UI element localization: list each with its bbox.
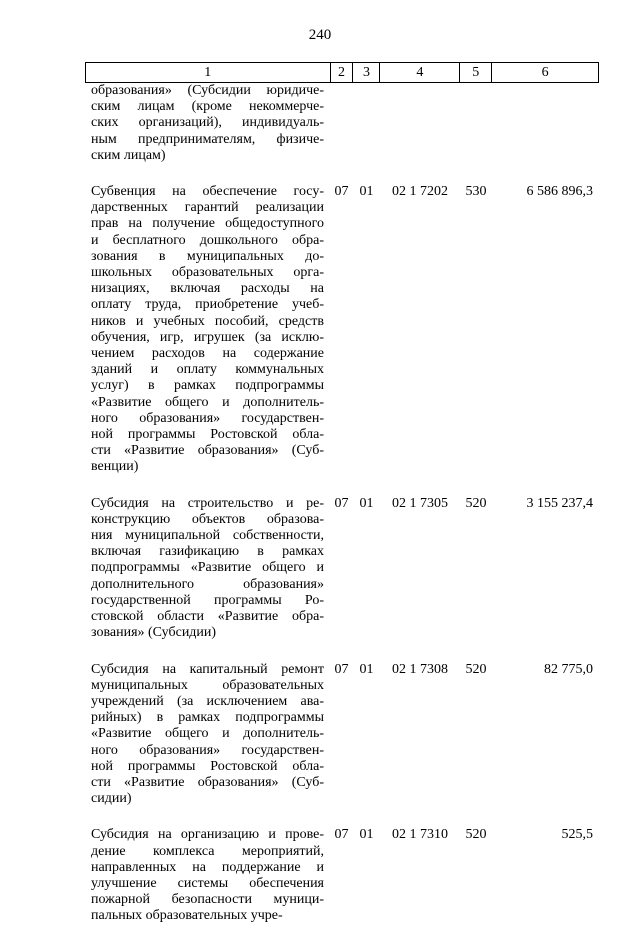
row-amount: 3 155 237,4 — [526, 495, 593, 511]
description-line: ного образования» государствен- — [91, 410, 324, 426]
description-line: ной программы Ростовской обла- — [91, 758, 324, 774]
row-subsection-code — [353, 83, 380, 164]
row-section-code: 07 — [334, 661, 349, 677]
description-line: рийных) в рамках подпрограммы — [91, 710, 324, 726]
header-cell-amount: 6 — [492, 63, 599, 82]
table-row — [85, 184, 599, 476]
description-line: зования» (Субсидии) — [91, 625, 217, 641]
page-number: 240 — [308, 27, 332, 43]
row-target-article: 02 1 7202 — [392, 184, 448, 200]
row-subsection-code: 01 — [359, 827, 374, 843]
description-line: дение комплекса мероприятий, — [91, 843, 324, 859]
row-target-article: 02 1 7308 — [392, 661, 448, 677]
row-subsection-code: 01 — [359, 184, 374, 200]
table-body — [85, 83, 599, 925]
description-line: оплату труда, приобретение учеб- — [91, 297, 324, 313]
table-row — [85, 827, 599, 924]
header-cell-subsection: 3 — [353, 63, 380, 82]
row-expense-type: 520 — [465, 827, 487, 843]
header-cell-target-article: 4 — [380, 63, 460, 82]
row-spacer — [85, 642, 599, 662]
description-line: подпрограммы «Развитие общего и — [91, 560, 324, 576]
description-line: Субсидия на строительство и ре- — [91, 495, 324, 511]
row-amount: 82 775,0 — [544, 661, 593, 677]
description-line: конструкцию объектов образова- — [91, 511, 324, 527]
description-line: Субвенция на обеспечение госу- — [91, 184, 324, 200]
table-row — [85, 662, 599, 808]
budget-table — [85, 62, 599, 925]
description-line: и бесплатного дошкольного обра- — [91, 232, 324, 248]
header-cell-expense-type: 5 — [460, 63, 492, 82]
description-line: сти «Развитие образования» (Суб- — [91, 443, 324, 459]
row-expense-type — [460, 83, 492, 164]
description-line: обучения, игр, игрушек (за исклю- — [91, 329, 324, 345]
description-line: услуг) в рамках подпрограммы — [91, 378, 324, 394]
row-target-article — [380, 83, 460, 164]
description-line: направленных на поддержание и — [91, 859, 324, 875]
description-line: дарственных гарантий реализации — [91, 200, 324, 216]
row-section-code: 07 — [334, 827, 349, 843]
row-description — [85, 662, 330, 808]
description-line: дополнительного образования» — [91, 576, 324, 592]
header-cell-description: 1 — [86, 63, 331, 82]
table-row — [85, 496, 599, 642]
description-line: Субсидия на капитальный ремонт — [91, 661, 324, 677]
row-spacer — [85, 476, 599, 496]
description-line: сти «Развитие образования» (Суб- — [91, 774, 324, 790]
row-description — [85, 184, 330, 476]
description-line: ских организаций), индивидуаль- — [91, 115, 324, 131]
row-spacer — [85, 807, 599, 827]
row-description — [85, 83, 330, 164]
row-subsection-code: 01 — [359, 495, 374, 511]
row-target-article: 02 1 7305 — [392, 495, 448, 511]
row-amount — [492, 83, 599, 164]
row-section-code: 07 — [334, 495, 349, 511]
description-line: стовской области «Развитие обра- — [91, 609, 324, 625]
description-line: ников и учебных пособий, средств — [91, 313, 324, 329]
description-line: зования в муниципальных до- — [91, 248, 324, 264]
row-amount: 525,5 — [561, 827, 593, 843]
description-line: образования» (Субсидии юридиче- — [91, 83, 324, 98]
description-line: ским лицам) — [91, 147, 166, 163]
description-line: зданий и оплату коммунальных — [91, 362, 324, 378]
description-line: сидии) — [91, 791, 132, 807]
description-line: пожарной безопасности муници- — [91, 892, 324, 908]
row-target-article: 02 1 7310 — [392, 827, 448, 843]
row-description — [85, 496, 330, 642]
row-section-code: 07 — [334, 184, 349, 200]
description-line: пальных образовательных учре- — [91, 908, 283, 924]
description-line: чением расходов на содержание — [91, 346, 324, 362]
table-header-row — [85, 62, 599, 83]
description-line: прав на получение общедоступного — [91, 216, 324, 232]
row-expense-type: 520 — [465, 661, 487, 677]
row-subsection-code: 01 — [359, 661, 374, 677]
row-expense-type: 530 — [465, 184, 487, 200]
header-cell-section: 2 — [331, 63, 354, 82]
description-line: ским лицам (кроме некоммерче- — [91, 99, 324, 115]
description-line: Субсидия на организацию и прове- — [91, 827, 324, 843]
description-line: низациях, включая расходы на — [91, 281, 324, 297]
description-line: ного образования» государствен- — [91, 742, 324, 758]
description-line: включая газификацию в рамках — [91, 544, 324, 560]
row-amount: 6 586 896,3 — [526, 184, 593, 200]
row-spacer — [85, 164, 599, 184]
row-description — [85, 827, 330, 924]
description-line: школьных образовательных орга- — [91, 265, 324, 281]
description-line: ной программы Ростовской обла- — [91, 427, 324, 443]
row-expense-type: 520 — [465, 495, 487, 511]
description-line: «Развитие общего и дополнитель- — [91, 394, 324, 410]
description-line: ния муниципальной собственности, — [91, 528, 324, 544]
description-line: улучшение системы обеспечения — [91, 875, 324, 891]
description-line: муниципальных образовательных — [91, 677, 324, 693]
row-section-code — [330, 83, 353, 164]
table-row — [85, 83, 599, 164]
description-line: учреждений (за исключением ава- — [91, 693, 324, 709]
description-line: венции) — [91, 459, 139, 475]
description-line: «Развитие общего и дополнитель- — [91, 726, 324, 742]
description-line: ным предпринимателям, физиче- — [91, 131, 324, 147]
description-line: государственной программы Ро- — [91, 592, 324, 608]
